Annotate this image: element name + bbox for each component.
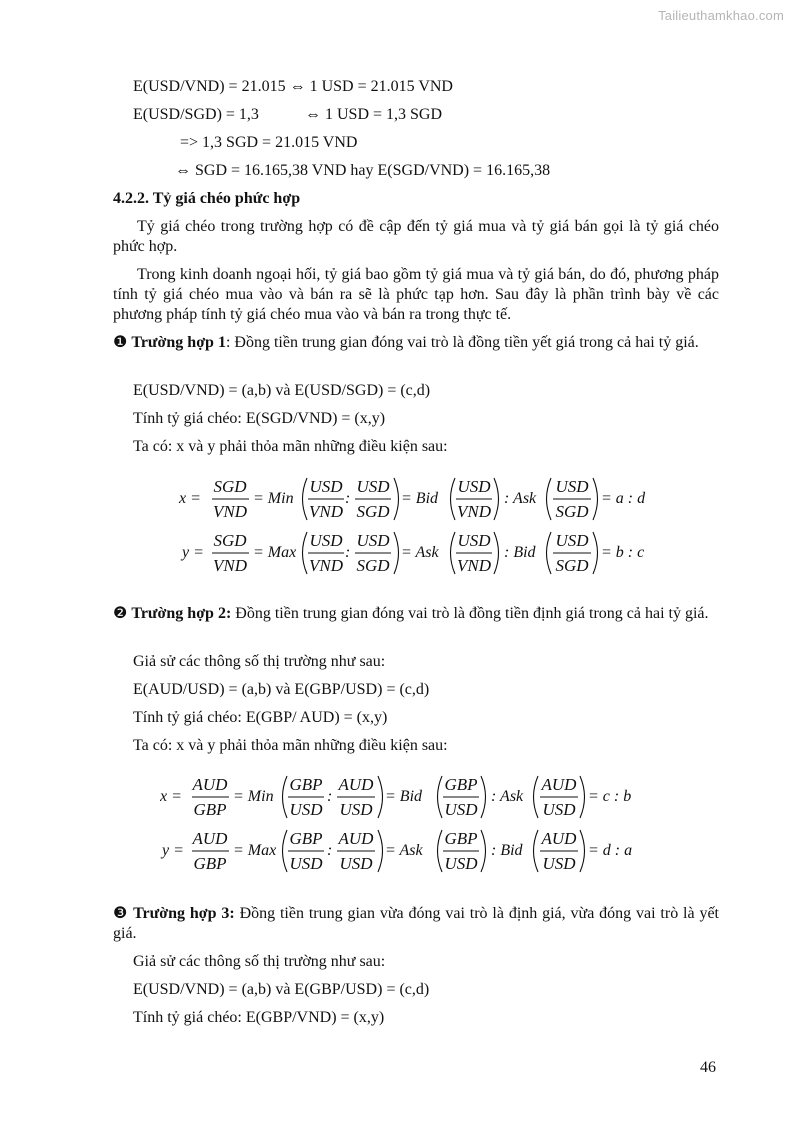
case1-x-b-den: SGD bbox=[356, 502, 390, 521]
case2-x-c-num: GBP bbox=[444, 775, 478, 794]
example-line-2b: ⇔ 1 USD = 1,3 SGD bbox=[305, 106, 443, 123]
case2-x-d-den: USD bbox=[542, 800, 576, 819]
case3-cross-rate: Tính tỷ giá chéo: E(GBP/VND) = (x,y) bbox=[133, 1009, 385, 1026]
case1-y-c-den: VND bbox=[457, 556, 491, 575]
case2-x-b-num: AUD bbox=[338, 775, 374, 794]
case2-y-lhs: y = bbox=[162, 842, 184, 859]
case1-y-colon: : bbox=[345, 544, 351, 561]
case3-given: E(USD/VND) = (a,b) và E(GBP/USD) = (c,d) bbox=[133, 981, 430, 998]
case2-y-paren-close-2 bbox=[481, 830, 486, 872]
case1-x-colon: : bbox=[345, 490, 351, 507]
case2-y-c-den: USD bbox=[444, 854, 478, 873]
case1-x-a-num: USD bbox=[309, 477, 343, 496]
case2-y-b-den: USD bbox=[339, 854, 373, 873]
case1-y-paren-close-1 bbox=[394, 532, 399, 574]
case1-x-paren-close-3 bbox=[593, 478, 598, 520]
case2-x-a-num: GBP bbox=[289, 775, 323, 794]
case2-y-max: = Max bbox=[233, 842, 277, 859]
case2-marker: ❷ bbox=[113, 605, 128, 622]
example-line-3: => 1,3 SGD = 21.015 VND bbox=[180, 134, 358, 151]
case2-x-bid: = Bid bbox=[385, 788, 423, 805]
case2-x-paren-close-2 bbox=[481, 776, 486, 818]
case3-paragraph bbox=[113, 904, 719, 944]
case2-conditions: Ta có: x và y phải thỏa mãn những điều kiện sau: bbox=[133, 737, 448, 754]
case1-x-paren-open-1 bbox=[303, 478, 308, 520]
case1-x-num: SGD bbox=[213, 477, 247, 496]
case1-x-d-den: SGD bbox=[555, 502, 589, 521]
case2-x-lhs: x = bbox=[160, 788, 182, 805]
case2-x-num: AUD bbox=[192, 775, 228, 794]
case1-paragraph bbox=[113, 333, 719, 353]
case2-formula-y bbox=[160, 829, 632, 873]
case1-x-result: = a : d bbox=[601, 490, 646, 507]
case2-formula-block bbox=[160, 770, 680, 880]
case1-y-c-num: USD bbox=[457, 531, 491, 550]
case1-y-num: SGD bbox=[213, 531, 247, 550]
case2-y-paren-open-1 bbox=[283, 830, 288, 872]
case1-y-a-num: USD bbox=[309, 531, 343, 550]
case2-given: E(AUD/USD) = (a,b) và E(GBP/USD) = (c,d) bbox=[133, 681, 430, 698]
case1-formula-block bbox=[160, 472, 680, 582]
case2-y-d-den: USD bbox=[542, 854, 576, 873]
case2-x-c-den: USD bbox=[444, 800, 478, 819]
case1-y-ask: = Ask bbox=[401, 544, 439, 561]
case1-x-paren-close-1 bbox=[394, 478, 399, 520]
case2-y-paren-open-3 bbox=[534, 830, 539, 872]
case2-x-paren-close-3 bbox=[580, 776, 585, 818]
case1-x-min: = Min bbox=[253, 490, 294, 507]
case1-x-c-den: VND bbox=[457, 502, 491, 521]
case1-y-den: VND bbox=[213, 556, 247, 575]
case2-y-a-num: GBP bbox=[289, 829, 323, 848]
case2-x-b-den: USD bbox=[339, 800, 373, 819]
case2-y-bid: : Bid bbox=[491, 842, 523, 859]
case2-description: Đồng tiền trung gian đóng vai trò là đồng tiền định giá trong cả hai tỷ giá. bbox=[231, 605, 709, 622]
case1-x-bid: = Bid bbox=[401, 490, 439, 507]
case2-y-num: AUD bbox=[192, 829, 228, 848]
case2-y-c-num: GBP bbox=[444, 829, 478, 848]
case1-y-paren-open-1 bbox=[303, 532, 308, 574]
section-paragraph-1: Tỷ giá chéo trong trường hợp có đề cập đến tỷ giá mua và tỷ giá bán gọi là tỷ giá chéo phức hợp. bbox=[113, 218, 719, 255]
case2-x-ask: : Ask bbox=[491, 788, 524, 805]
case1-y-bid: : Bid bbox=[504, 544, 536, 561]
case2-x-den: GBP bbox=[193, 800, 227, 819]
case1-x-d-num: USD bbox=[555, 477, 589, 496]
case1-y-a-den: VND bbox=[309, 556, 343, 575]
case2-x-paren-open-1 bbox=[283, 776, 288, 818]
case1-formula-y bbox=[180, 531, 644, 575]
case1-y-b-den: SGD bbox=[356, 556, 390, 575]
case2-x-colon: : bbox=[327, 788, 333, 805]
case1-y-paren-close-3 bbox=[593, 532, 598, 574]
case1-y-max: = Max bbox=[253, 544, 297, 561]
case1-conditions: Ta có: x và y phải thỏa mãn những điều kiện sau: bbox=[133, 438, 448, 455]
case1-formula-x bbox=[178, 477, 646, 521]
case1-description: : Đồng tiền trung gian đóng vai trò là đồng tiền yết giá trong cả hai tỷ giá. bbox=[225, 334, 699, 351]
case2-x-paren-open-3 bbox=[534, 776, 539, 818]
case1-x-paren-open-3 bbox=[547, 478, 552, 520]
watermark-text: Tailieuthamkhao.com bbox=[658, 8, 784, 23]
case1-y-result: = b : c bbox=[601, 544, 645, 561]
case1-title: Trường hợp 1 bbox=[131, 334, 226, 351]
case2-formula-x bbox=[160, 775, 631, 819]
case2-x-paren-open-2 bbox=[438, 776, 443, 818]
case2-y-den: GBP bbox=[193, 854, 227, 873]
case1-x-ask: : Ask bbox=[504, 490, 537, 507]
case2-y-d-num: AUD bbox=[541, 829, 577, 848]
case2-y-paren-close-1 bbox=[378, 830, 383, 872]
case2-x-d-num: AUD bbox=[541, 775, 577, 794]
example-line-4: ⇔ SGD = 16.165,38 VND hay E(SGD/VND) = 16.165,38 bbox=[175, 162, 551, 179]
case3-assume: Giả sử các thông số thị trường như sau: bbox=[133, 953, 386, 970]
case1-x-b-num: USD bbox=[356, 477, 390, 496]
case2-y-ask: = Ask bbox=[385, 842, 423, 859]
case2-paragraph bbox=[113, 604, 719, 624]
section-paragraph-2: Trong kinh doanh ngoại hối, tỷ giá bao gồm tỷ giá mua và tỷ giá bán, do đó, phương pháp tính tỷ giá chéo mua vào và bán ra sẽ là phức tạp hơn. Sau đây là phần trình bày về các phương pháp tính tỷ giá chéo mua vào và bán ra trong thực tế. bbox=[113, 266, 719, 323]
case1-cross-rate: Tính tỷ giá chéo: E(SGD/VND) = (x,y) bbox=[133, 410, 386, 427]
case2-x-min: = Min bbox=[233, 788, 274, 805]
case1-y-d-den: SGD bbox=[555, 556, 589, 575]
case2-y-paren-close-3 bbox=[580, 830, 585, 872]
case2-y-result: = d : a bbox=[588, 842, 633, 859]
case3-title: Trường hợp 3: bbox=[133, 905, 235, 922]
case1-marker: ❶ bbox=[113, 334, 128, 351]
case2-title: Trường hợp 2: bbox=[131, 605, 232, 622]
case1-y-b-num: USD bbox=[356, 531, 390, 550]
example-line-1: E(USD/VND) = 21.015 ⇔ 1 USD = 21.015 VND bbox=[133, 78, 453, 95]
case2-x-paren-close-1 bbox=[378, 776, 383, 818]
case1-given: E(USD/VND) = (a,b) và E(USD/SGD) = (c,d) bbox=[133, 382, 431, 399]
case1-y-paren-open-3 bbox=[547, 532, 552, 574]
case1-x-den: VND bbox=[213, 502, 247, 521]
case2-y-b-num: AUD bbox=[338, 829, 374, 848]
section-heading: 4.2.2. Tỷ giá chéo phức hợp bbox=[113, 190, 301, 207]
case1-x-paren-open-2 bbox=[451, 478, 456, 520]
case1-y-paren-close-2 bbox=[494, 532, 499, 574]
case2-y-colon: : bbox=[327, 842, 333, 859]
case1-x-c-num: USD bbox=[457, 477, 491, 496]
case2-x-result: = c : b bbox=[588, 788, 632, 805]
case2-assume: Giả sử các thông số thị trường như sau: bbox=[133, 653, 386, 670]
case1-x-lhs: x = bbox=[179, 490, 201, 507]
case2-x-a-den: USD bbox=[289, 800, 323, 819]
case1-y-paren-open-2 bbox=[451, 532, 456, 574]
case3-description: Đồng tiền trung gian vừa đóng vai trò là định giá, vừa đóng vai trò là yết giá. bbox=[113, 905, 720, 942]
case1-y-lhs: y = bbox=[182, 544, 204, 561]
case3-marker: ❸ bbox=[113, 905, 129, 922]
case2-y-paren-open-2 bbox=[438, 830, 443, 872]
case1-x-a-den: VND bbox=[309, 502, 343, 521]
page-number: 46 bbox=[700, 1059, 716, 1076]
case2-cross-rate: Tính tỷ giá chéo: E(GBP/ AUD) = (x,y) bbox=[133, 709, 388, 726]
case1-x-paren-close-2 bbox=[494, 478, 499, 520]
example-line-2a: E(USD/SGD) = 1,3 bbox=[133, 106, 259, 123]
case2-y-a-den: USD bbox=[289, 854, 323, 873]
case1-y-d-num: USD bbox=[555, 531, 589, 550]
